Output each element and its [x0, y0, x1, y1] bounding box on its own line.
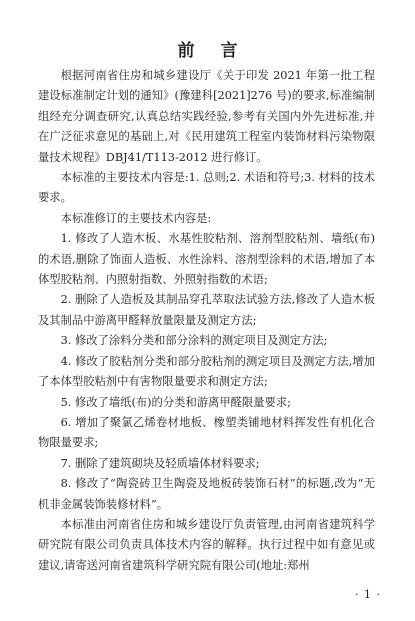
- revision-item-2: 2. 删除了人造板及其制品穿孔萃取法试验方法,修改了人造木板及其制品中游离甲醛释放量限量及测定方法;: [38, 293, 375, 327]
- document-body: [38, 66, 375, 576]
- revision-item-7: 7. 删除了建筑砌块及轻质墙体材料要求;: [60, 456, 260, 470]
- paragraph-management: 本标准由河南省住房和城乡建设厅负责管理,由河南省建筑科学研究院有限公司负责具体技术内容的解释。执行过程中如有意见或建议,请寄送河南省建筑科学研究院有限公司(地址:郑州: [38, 517, 375, 572]
- revision-item-8: 8. 修改了“陶瓷砖卫生陶瓷及地板砖装饰石材”的标题,改为“无机非金属装饰装修材料”。: [38, 477, 375, 511]
- title-char-1: 前: [177, 41, 195, 61]
- paragraph-main-content: 本标准的主要技术内容是:1. 总则;2. 术语和符号;3. 材料的技术要求。: [38, 171, 375, 205]
- title-char-2: 言: [220, 41, 238, 61]
- revision-item-6: 6. 增加了聚氯乙烯卷材地板、橡塑类铺地材料挥发性有机化合物限量要求;: [38, 415, 375, 450]
- paragraph-revision-heading: 本标准修订的主要技术内容是:: [60, 211, 212, 225]
- revision-item-1: 1. 修改了人造木板、水基性胶粘剂、溶剂型胶粘剂、墙纸(布)的术语,删除了饰面人造板、水性涂料、溶剂型涂料的术语,增加了本体型胶粘剂、内照射指数、外照射指数的术语;: [38, 232, 375, 287]
- paragraph-intro: 根据河南省住房和城乡建设厅《关于印发 2021 年第一批工程建设标准制定计划的通知》(豫建科[2021]276 号)的要求,标准编制组经充分调查研究,认真总结实践经验,参考有关国内外先进标准,并在广泛征求意见的基础上,对《民用建筑工程室内装饰材料污染物限量技术规程》DBJ41/T113-2012 进行修订。: [38, 69, 375, 164]
- page-number: · 1 ·: [355, 588, 381, 601]
- revision-item-5: 5. 修改了墙纸(布)的分类和游离甲醛限量要求;: [60, 395, 291, 409]
- revision-item-3: 3. 修改了涂料分类和部分涂料的测定项目及测定方法;: [60, 334, 328, 348]
- revision-item-4: 4. 修改了胶粘剂分类和部分胶粘剂的测定项目及测定方法,增加了本体型胶粘剂中有害物限量要求和测定方法;: [38, 354, 375, 389]
- page-title: [0, 36, 415, 61]
